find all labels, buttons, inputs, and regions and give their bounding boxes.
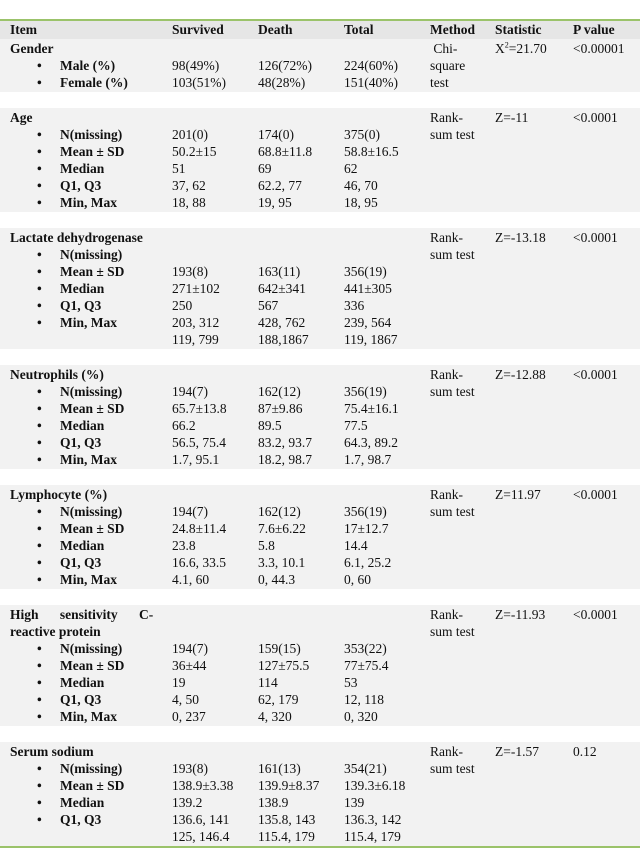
list-item [10, 554, 172, 571]
statistic-value: Z=-1.57 [495, 744, 539, 759]
list-item [10, 503, 172, 520]
list-item [10, 417, 172, 434]
section-lymphocyte [0, 485, 640, 589]
method-cell [430, 366, 490, 400]
statistic-cell [495, 606, 545, 623]
death-value: 115.4, 179 [258, 829, 315, 844]
total-value: 6.1, 25.2 [344, 555, 392, 570]
bullet-icon: • [37, 161, 42, 176]
death-value: 68.8±11.8 [258, 144, 313, 159]
method-text: Rank- [430, 607, 463, 622]
bullet-icon: • [37, 572, 42, 587]
death-values [258, 760, 319, 845]
survived-value: 65.7±13.8 [172, 401, 227, 416]
statistic-value: Z=11.97 [495, 487, 541, 502]
item-label: Min, Max [60, 452, 117, 467]
bullet-icon: • [37, 641, 42, 656]
total-value: 115.4, 179 [344, 829, 401, 844]
total-values [344, 57, 398, 91]
bullet-icon: • [37, 675, 42, 690]
total-value: 336 [344, 298, 365, 313]
total-values [344, 383, 399, 468]
death-value: 62, 179 [258, 692, 299, 707]
death-value: 428, 762 [258, 315, 306, 330]
statistic-value: Z=-13.18 [495, 230, 546, 245]
survived-value: 136.6, 141 [172, 812, 230, 827]
section-age [0, 108, 640, 212]
item-label: Median [60, 795, 105, 810]
table-header [0, 21, 640, 39]
data-table [0, 19, 640, 848]
survived-value: 23.8 [172, 538, 196, 553]
total-value: 136.3, 142 [344, 812, 402, 827]
item-label: N(missing) [60, 384, 123, 399]
total-value: 17±12.7 [344, 521, 389, 536]
total-value: 58.8±16.5 [344, 144, 399, 159]
list-item [10, 520, 172, 537]
method-text: Rank- [430, 744, 463, 759]
bullet-icon: • [37, 538, 42, 553]
total-value: 77.5 [344, 418, 368, 433]
total-value: 441±305 [344, 281, 392, 296]
bullet-icon: • [37, 418, 42, 433]
section-sodium [0, 742, 640, 846]
death-value: 87±9.86 [258, 401, 303, 416]
list-item [10, 811, 172, 828]
bullet-icon: • [37, 778, 42, 793]
method-text: Rank- [430, 230, 463, 245]
list-item [10, 657, 172, 674]
method-text: sum test [430, 761, 475, 776]
bullet-icon: • [37, 281, 42, 296]
list-item [10, 760, 172, 777]
total-value: 1.7, 98.7 [344, 452, 392, 467]
total-value: 0, 320 [344, 709, 378, 724]
item-cell [0, 486, 172, 588]
bullet-icon: • [37, 761, 42, 776]
bullet-icon: • [37, 144, 42, 159]
section-gap [0, 349, 640, 365]
death-value: 135.8, 143 [258, 812, 316, 827]
total-value: 64.3, 89.2 [344, 435, 398, 450]
item-label: N(missing) [60, 504, 123, 519]
p-value-cell: <0.0001 [573, 487, 618, 502]
list-item [10, 194, 172, 211]
list-item [10, 674, 172, 691]
total-value: 239, 564 [344, 315, 392, 330]
survived-value: 0, 237 [172, 709, 206, 724]
total-value: 356(19) [344, 384, 387, 399]
list-item [10, 400, 172, 417]
death-value: 69 [258, 161, 272, 176]
survived-value: 98(49%) [172, 58, 220, 73]
item-cell [0, 229, 172, 348]
item-label: Male (%) [60, 58, 116, 73]
method-text: Chi- [430, 41, 458, 56]
bullet-icon: • [37, 401, 42, 416]
method-cell [430, 109, 490, 143]
table-body [0, 39, 640, 846]
item-label: Q1, Q3 [60, 692, 102, 707]
item-label: N(missing) [60, 127, 123, 142]
section-gender [0, 39, 640, 92]
section-title: Lymphocyte (%) [10, 487, 108, 502]
method-cell [430, 486, 490, 520]
item-label: Median [60, 675, 105, 690]
death-value: 114 [258, 675, 278, 690]
list-item [10, 177, 172, 194]
header-survived: Survived [172, 22, 224, 37]
survived-value: 103(51%) [172, 75, 226, 90]
total-value: 14.4 [344, 538, 368, 553]
list-item [10, 314, 172, 331]
bullet-icon: • [37, 58, 42, 73]
total-value: 53 [344, 675, 358, 690]
list-item [10, 640, 172, 657]
total-value: 18, 95 [344, 195, 378, 210]
statistic-value: =21.70 [508, 41, 547, 56]
section-title: Age [10, 110, 33, 125]
total-value: 77±75.4 [344, 658, 389, 673]
death-value: 159(15) [258, 641, 301, 656]
item-label: N(missing) [60, 761, 123, 776]
item-label: Median [60, 281, 105, 296]
bullet-icon: • [37, 658, 42, 673]
death-values [258, 263, 309, 348]
survived-values [172, 57, 226, 91]
bullet-icon: • [37, 264, 42, 279]
item-label: Mean ± SD [60, 778, 125, 793]
survived-value: 271±102 [172, 281, 220, 296]
total-value: 139.3±6.18 [344, 778, 406, 793]
section-title: High sensitivity C- [10, 607, 154, 622]
bullet-icon: • [37, 298, 42, 313]
section-gap [0, 726, 640, 742]
death-value: 5.8 [258, 538, 275, 553]
bullet-icon: • [37, 195, 42, 210]
total-values [344, 263, 398, 348]
survived-value: 36±44 [172, 658, 207, 673]
statistic-value: Z=-12.88 [495, 367, 546, 382]
survived-value: 201(0) [172, 127, 208, 142]
section-ldh [0, 228, 640, 349]
total-value: 0, 60 [344, 572, 371, 587]
section-title: reactive protein [10, 624, 101, 639]
death-value: 0, 44.3 [258, 572, 296, 587]
method-text: test [430, 75, 449, 90]
method-text: sum test [430, 384, 475, 399]
item-cell [0, 40, 172, 91]
death-values [258, 383, 312, 468]
method-cell [430, 229, 490, 263]
list-item [10, 126, 172, 143]
bullet-icon: • [37, 555, 42, 570]
death-value: 62.2, 77 [258, 178, 302, 193]
method-text: sum test [430, 504, 475, 519]
item-cell [0, 366, 172, 468]
item-label: Min, Max [60, 709, 117, 724]
survived-value: 119, 799 [172, 332, 219, 347]
survived-values [172, 263, 220, 348]
p-value-cell: <0.0001 [573, 110, 618, 125]
survived-value: 194(7) [172, 384, 208, 399]
list-item [10, 263, 172, 280]
list-item [10, 777, 172, 794]
death-values [258, 503, 306, 588]
survived-value: 51 [172, 161, 186, 176]
survived-value: 193(8) [172, 264, 208, 279]
bullet-icon: • [37, 247, 42, 262]
list-item [10, 691, 172, 708]
death-value: 163(11) [258, 264, 301, 279]
statistic-superscript: 2 [504, 40, 509, 50]
method-cell [430, 40, 490, 91]
item-cell [0, 743, 172, 845]
total-value: 75.4±16.1 [344, 401, 399, 416]
statistic-cell [495, 109, 528, 126]
bullet-icon: • [37, 452, 42, 467]
death-value: 4, 320 [258, 709, 292, 724]
death-value: 7.6±6.22 [258, 521, 306, 536]
total-value: 224(60%) [344, 58, 398, 73]
survived-value: 193(8) [172, 761, 208, 776]
list-item [10, 537, 172, 554]
method-text: Rank- [430, 110, 463, 125]
death-value: 126(72%) [258, 58, 312, 73]
item-label: Q1, Q3 [60, 812, 102, 827]
list-item [10, 297, 172, 314]
list-item [10, 74, 172, 91]
header-total: Total [344, 22, 374, 37]
method-text: sum test [430, 127, 475, 142]
p-value-cell: 0.12 [573, 744, 597, 759]
statistic-cell [495, 229, 546, 246]
method-text: Rank- [430, 367, 463, 382]
list-item [10, 143, 172, 160]
survived-value: 194(7) [172, 641, 208, 656]
section-hscrp [0, 605, 640, 726]
total-value: 375(0) [344, 127, 380, 142]
bullet-icon: • [37, 795, 42, 810]
total-value: 353(22) [344, 641, 387, 656]
item-label: Mean ± SD [60, 401, 125, 416]
death-values [258, 57, 312, 91]
header-p-value: P value [573, 22, 615, 37]
list-item [10, 434, 172, 451]
item-cell [0, 606, 172, 725]
method-text: square [430, 58, 466, 73]
death-value: 642±341 [258, 281, 306, 296]
death-value: 162(12) [258, 384, 301, 399]
bullet-icon: • [37, 127, 42, 142]
p-value-cell: <0.0001 [573, 367, 618, 382]
item-label: Median [60, 418, 105, 433]
total-value: 356(19) [344, 504, 387, 519]
list-item [10, 794, 172, 811]
item-label: Q1, Q3 [60, 178, 102, 193]
death-value: 127±75.5 [258, 658, 310, 673]
list-item [10, 160, 172, 177]
survived-values [172, 126, 217, 211]
bullet-icon: • [37, 75, 42, 90]
survived-value: 56.5, 75.4 [172, 435, 226, 450]
survived-value: 1.7, 95.1 [172, 452, 220, 467]
survived-value: 19 [172, 675, 186, 690]
survived-value: 4, 50 [172, 692, 199, 707]
total-values [344, 760, 405, 845]
death-value: 162(12) [258, 504, 301, 519]
list-item [10, 57, 172, 74]
bullet-icon: • [37, 709, 42, 724]
bullet-icon: • [37, 178, 42, 193]
death-value: 188,1867 [258, 332, 309, 347]
total-values [344, 640, 389, 725]
death-value: 18.2, 98.7 [258, 452, 312, 467]
section-title: Neutrophils (%) [10, 367, 104, 382]
death-value: 161(13) [258, 761, 301, 776]
item-label: Female (%) [60, 75, 128, 90]
item-label: Median [60, 538, 105, 553]
total-value: 139 [344, 795, 365, 810]
header-statistic: Statistic [495, 22, 542, 37]
survived-value: 37, 62 [172, 178, 206, 193]
death-value: 3.3, 10.1 [258, 555, 306, 570]
item-label: N(missing) [60, 641, 123, 656]
section-gap [0, 92, 640, 108]
list-item [10, 451, 172, 468]
death-value: 48(28%) [258, 75, 306, 90]
bullet-icon: • [37, 384, 42, 399]
item-label: Mean ± SD [60, 658, 125, 673]
survived-value: 194(7) [172, 504, 208, 519]
survived-value: 24.8±11.4 [172, 521, 227, 536]
item-label: Q1, Q3 [60, 298, 102, 313]
item-label: Median [60, 161, 105, 176]
death-value: 83.2, 93.7 [258, 435, 312, 450]
death-values [258, 640, 309, 725]
item-label: Min, Max [60, 572, 117, 587]
survived-value: 139.2 [172, 795, 203, 810]
item-label: N(missing) [60, 247, 123, 262]
list-item [10, 246, 172, 263]
bullet-icon: • [37, 692, 42, 707]
survived-values [172, 760, 233, 845]
list-item [10, 708, 172, 725]
section-title: Gender [10, 41, 54, 56]
statistic-value: Z=-11 [495, 110, 529, 125]
survived-value: 4.1, 60 [172, 572, 210, 587]
method-text: Rank- [430, 487, 463, 502]
item-label: Min, Max [60, 315, 117, 330]
survived-values [172, 640, 208, 725]
statistic-value: Z=-11.93 [495, 607, 546, 622]
bullet-icon: • [37, 521, 42, 536]
statistic-cell [495, 40, 547, 57]
survived-value: 50.2±15 [172, 144, 217, 159]
total-value: 119, 1867 [344, 332, 398, 347]
total-value: 354(21) [344, 761, 387, 776]
list-item [10, 571, 172, 588]
death-value: 174(0) [258, 127, 294, 142]
death-values [258, 126, 312, 211]
bullet-icon: • [37, 315, 42, 330]
item-label: Mean ± SD [60, 264, 125, 279]
method-cell [430, 743, 490, 777]
survived-value: 203, 312 [172, 315, 220, 330]
section-title: Serum sodium [10, 744, 94, 759]
header-method: Method [430, 22, 475, 37]
item-label: Mean ± SD [60, 521, 125, 536]
header-item: Item [10, 22, 37, 37]
total-value: 356(19) [344, 264, 387, 279]
item-label: Q1, Q3 [60, 435, 102, 450]
survived-value: 18, 88 [172, 195, 206, 210]
survived-values [172, 503, 226, 588]
statistic-cell [495, 486, 541, 503]
total-value: 62 [344, 161, 358, 176]
item-label: Mean ± SD [60, 144, 125, 159]
survived-value: 16.6, 33.5 [172, 555, 226, 570]
survived-value: 66.2 [172, 418, 196, 433]
survived-value: 125, 146.4 [172, 829, 230, 844]
total-values [344, 126, 399, 211]
item-cell [0, 109, 172, 211]
survived-values [172, 383, 227, 468]
death-value: 89.5 [258, 418, 282, 433]
section-neutrophils [0, 365, 640, 469]
bullet-icon: • [37, 435, 42, 450]
p-value-cell: <0.0001 [573, 230, 618, 245]
section-title: Lactate dehydrogenase [10, 230, 143, 245]
death-value: 138.9 [258, 795, 289, 810]
item-label: Q1, Q3 [60, 555, 102, 570]
header-death: Death [258, 22, 293, 37]
section-gap [0, 589, 640, 605]
statistic-cell [495, 366, 546, 383]
list-item [10, 383, 172, 400]
death-value: 567 [258, 298, 279, 313]
p-value-cell: <0.0001 [573, 607, 618, 622]
bullet-icon: • [37, 504, 42, 519]
statistic-symbol: X [495, 41, 505, 56]
method-text: sum test [430, 247, 475, 262]
statistic-cell [495, 743, 539, 760]
total-value: 12, 118 [344, 692, 384, 707]
section-gap [0, 212, 640, 228]
total-value: 151(40%) [344, 75, 398, 90]
p-value-cell: <0.00001 [573, 41, 625, 56]
bullet-icon: • [37, 812, 42, 827]
total-value: 46, 70 [344, 178, 378, 193]
item-label: Min, Max [60, 195, 117, 210]
method-cell [430, 606, 490, 640]
section-gap [0, 469, 640, 485]
survived-value: 250 [172, 298, 193, 313]
death-value: 139.9±8.37 [258, 778, 320, 793]
method-text: sum test [430, 624, 475, 639]
death-value: 19, 95 [258, 195, 292, 210]
list-item [10, 280, 172, 297]
survived-value: 138.9±3.38 [172, 778, 234, 793]
total-values [344, 503, 391, 588]
